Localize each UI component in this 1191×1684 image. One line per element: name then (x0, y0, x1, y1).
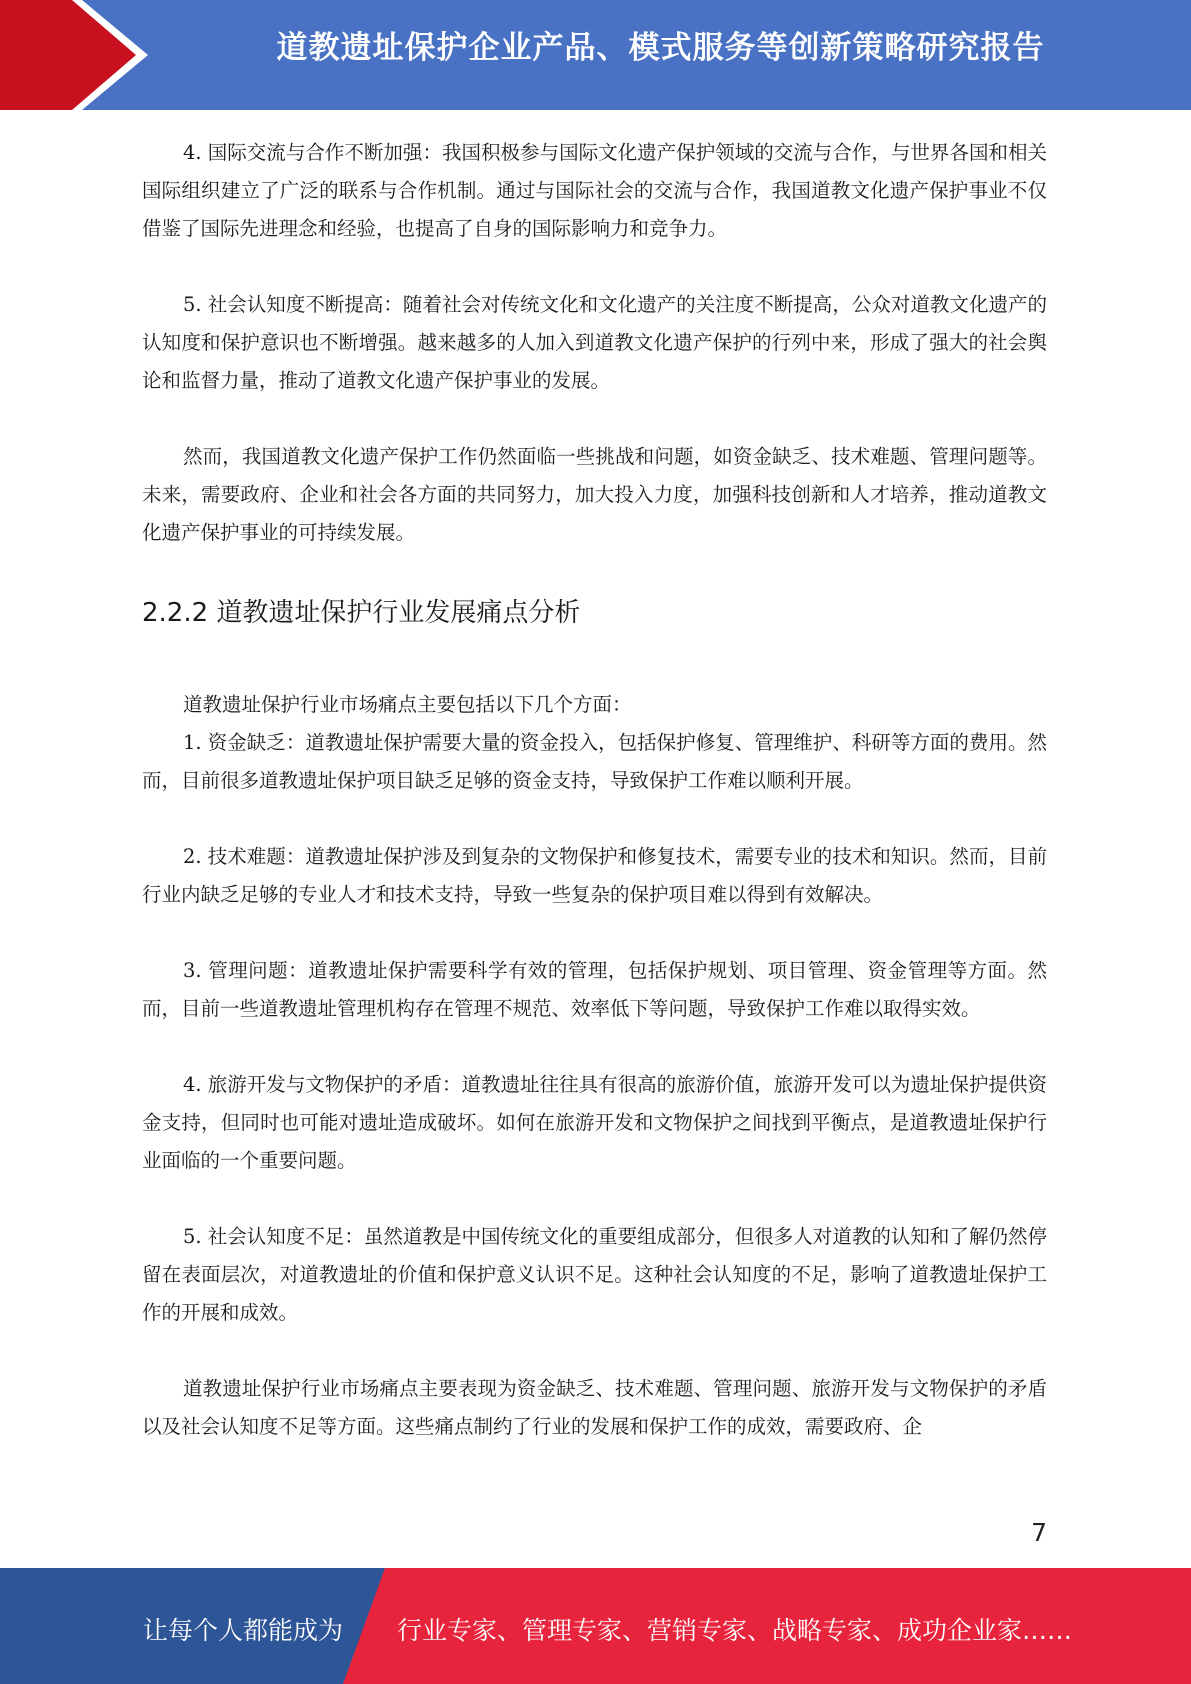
section-heading: 2.2.2 道教遗址保护行业发展痛点分析 (142, 598, 581, 628)
pain-point-technology: 2. 技术难题：道教遗址保护涉及到复杂的文物保护和修复技术，需要专业的技术和知识。然而，目前行业内缺乏足够的专业人才和技术支持，导致一些复杂的保护项目难以得到有效解决。 (142, 845, 1047, 906)
report-title: 道教遗址保护企业产品、模式服务等创新策略研究报告 (276, 30, 1045, 66)
pain-point-awareness: 5. 社会认知度不足：虽然道教是中国传统文化的重要组成部分，但很多人对道教的认知和了解仍然停留在表面层次，对道教遗址的价值和保护意义认识不足。这种社会认知度的不足，影响了道教遗址保护工作的开展和成效。 (142, 1225, 1047, 1324)
paragraph-intl-cooperation: 4. 国际交流与合作不断加强：我国积极参与国际文化遗产保护领域的交流与合作，与世界各国和相关国际组织建立了广泛的联系与合作机制。通过与国际社会的交流与合作，我国道教文化遗产保护事业不仅借鉴了国际先进理念和经验，也提高了自身的国际影响力和竞争力。 (142, 141, 1047, 240)
pain-point-tourism: 4. 旅游开发与文物保护的矛盾：道教遗址往往具有很高的旅游价值，旅游开发可以为遗址保护提供资金支持，但同时也可能对遗址造成破坏。如何在旅游开发和文物保护之间找到平衡点，是道教遗址保护行业面临的一个重要问题。 (142, 1073, 1047, 1172)
page-footer (0, 1568, 1191, 1684)
pain-point-management: 3. 管理问题：道教遗址保护需要科学有效的管理，包括保护规划、项目管理、资金管理等方面。然而，目前一些道教遗址管理机构存在管理不规范、效率低下等问题，导致保护工作难以取得实效。 (142, 959, 1047, 1020)
pain-point-funding: 1. 资金缺乏：道教遗址保护需要大量的资金投入，包括保护修复、管理维护、科研等方面的费用。然而，目前很多道教遗址保护项目缺乏足够的资金支持，导致保护工作难以顺利开展。 (142, 731, 1047, 792)
header-chevron-icon (0, 0, 160, 110)
paragraph-summary: 道教遗址保护行业市场痛点主要表现为资金缺乏、技术难题、管理问题、旅游开发与文物保护的矛盾以及社会认知度不足等方面。这些痛点制约了行业的发展和保护工作的成效，需要政府、企 (142, 1377, 1047, 1438)
paragraph-social-awareness: 5. 社会认知度不断提高：随着社会对传统文化和文化遗产的关注度不断提高，公众对道教文化遗产的认知度和保护意识也不断增强。越来越多的人加入到道教文化遗产保护的行列中来，形成了强大的社会舆论和监督力量，推动了道教文化遗产保护事业的发展。 (142, 293, 1047, 392)
page-content (142, 134, 1047, 1446)
section-intro: 道教遗址保护行业市场痛点主要包括以下几个方面： (182, 693, 632, 716)
footer-slogan-right: 行业专家、管理专家、营销专家、战略专家、成功企业家…… (397, 1616, 1073, 1645)
page-number: 7 (1031, 1518, 1047, 1547)
footer-slogan-left: 让每个人都能成为 (143, 1616, 344, 1645)
page-header (0, 0, 1191, 110)
paragraph-challenges: 然而，我国道教文化遗产保护工作仍然面临一些挑战和问题，如资金缺乏、技术难题、管理问题等。未来，需要政府、企业和社会各方面的共同努力，加大投入力度，加强科技创新和人才培养，推动道教文化遗产保护事业的可持续发展。 (142, 445, 1047, 544)
